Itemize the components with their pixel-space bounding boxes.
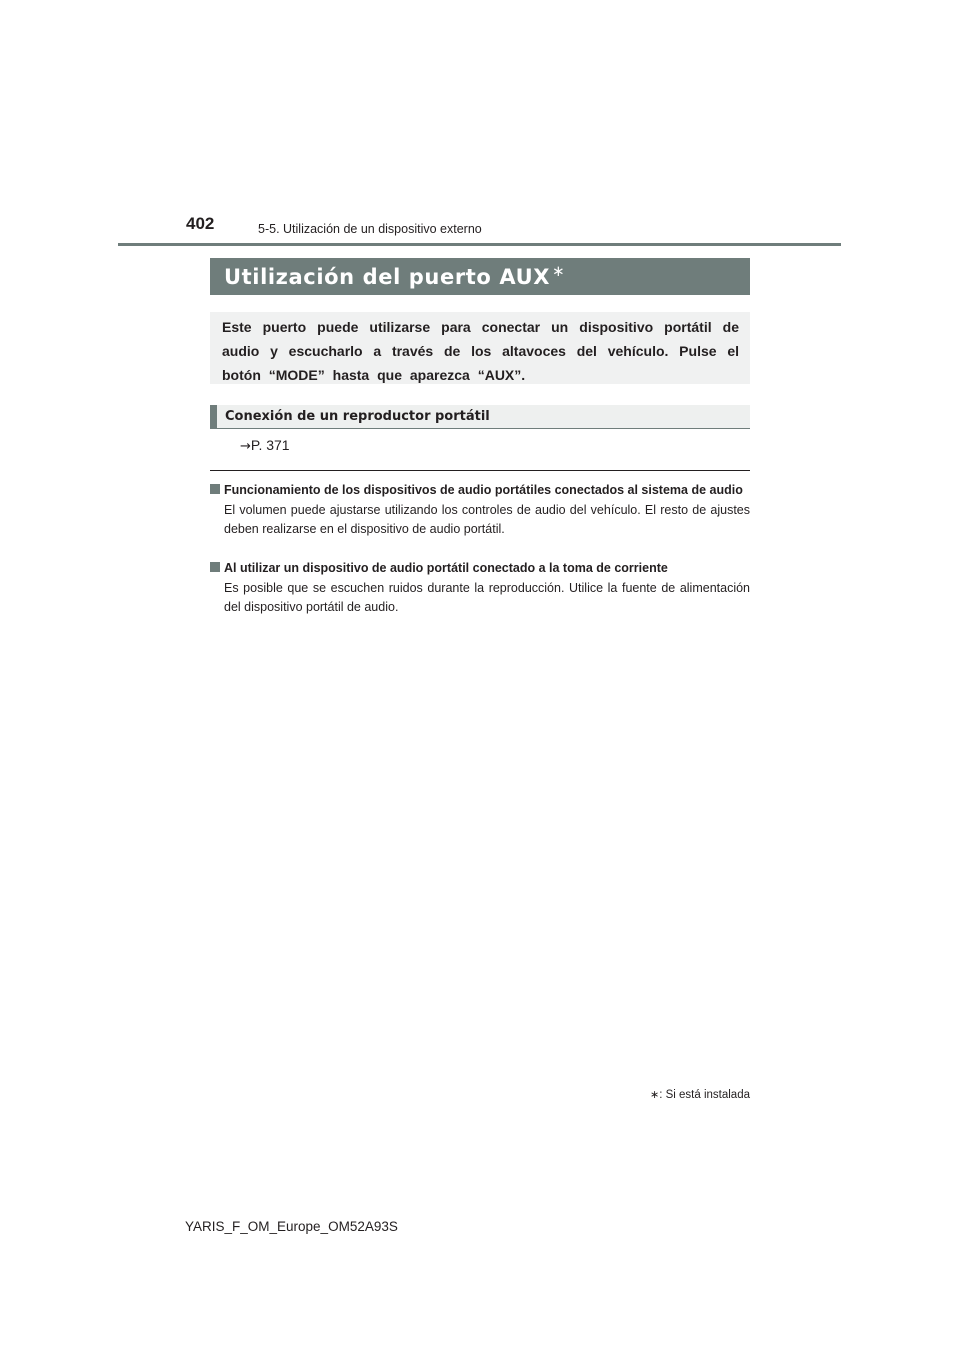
asterisk-icon: ∗ bbox=[650, 1088, 660, 1101]
footnote-text: : Si está instalada bbox=[659, 1089, 750, 1101]
title-asterisk-mark: ∗ bbox=[552, 261, 566, 280]
page-number: 402 bbox=[186, 214, 215, 233]
subsection-heading: Conexión de un reproductor portátil bbox=[225, 409, 490, 424]
note-heading-text: Al utilizar un dispositivo de audio portátil conectado a la toma de corriente bbox=[224, 561, 668, 575]
section-title-bar bbox=[210, 258, 750, 295]
footnote bbox=[590, 1088, 750, 1101]
page-reference[interactable] bbox=[240, 437, 290, 454]
section-path: 5-5. Utilización de un dispositivo externo bbox=[258, 222, 482, 236]
square-bullet-icon bbox=[210, 562, 220, 572]
note-item bbox=[210, 480, 750, 539]
note-heading bbox=[210, 480, 750, 500]
section-title-text: Utilización del puerto AUX bbox=[224, 264, 551, 289]
note-heading bbox=[210, 558, 750, 578]
square-bullet-icon bbox=[210, 484, 220, 494]
arrow-right-icon: → bbox=[240, 439, 251, 454]
intro-panel bbox=[210, 312, 750, 384]
section-title bbox=[224, 261, 566, 289]
page-reference-text: P. 371 bbox=[250, 437, 290, 453]
note-heading-text: Funcionamiento de los dispositivos de audio portátiles conectados al sistema de audio bbox=[224, 483, 743, 497]
note-body: El volumen puede ajustarse utilizando los controles de audio del vehículo. El resto de ajustes deben realizarse en el dispositivo de audio portátil. bbox=[224, 503, 750, 536]
intro-text: Este puerto puede utilizarse para conectar un dispositivo portátil de audio y escucharlo a través de los altavoces del vehículo. Pulse el botón “MODE” hasta que aparezca “AUX”. bbox=[222, 319, 739, 383]
note-item bbox=[210, 558, 750, 617]
subsection-accent bbox=[210, 405, 217, 428]
section-divider bbox=[210, 470, 750, 471]
subsection-heading-bar bbox=[210, 405, 750, 429]
header-rule bbox=[118, 243, 841, 246]
note-body: Es posible que se escuchen ruidos durante la reproducción. Utilice la fuente de alimentación del dispositivo portátil de audio. bbox=[224, 581, 750, 614]
document-code: YARIS_F_OM_Europe_OM52A93S bbox=[185, 1219, 398, 1234]
